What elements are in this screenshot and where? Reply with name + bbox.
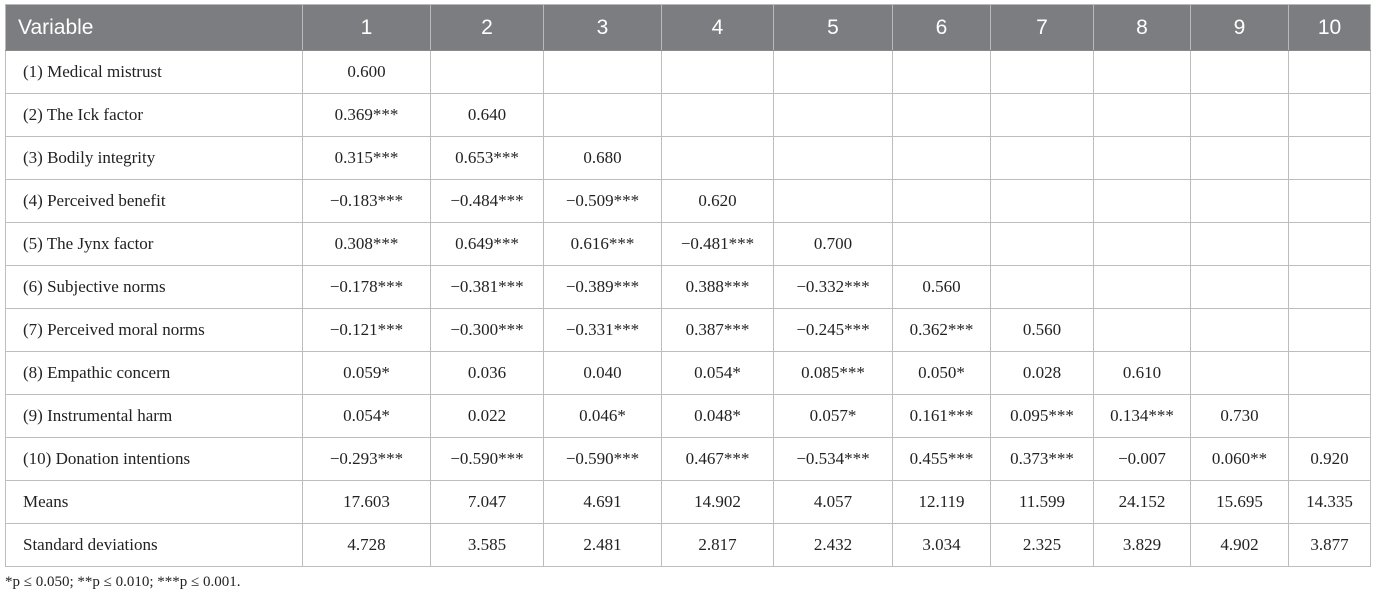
table-cell bbox=[1191, 309, 1289, 352]
table-cell bbox=[774, 51, 893, 94]
table-cell: 0.388*** bbox=[662, 266, 774, 309]
table-cell bbox=[991, 266, 1094, 309]
table-cell: 0.054* bbox=[303, 395, 431, 438]
table-cell: 0.046* bbox=[544, 395, 662, 438]
row-label: Means bbox=[6, 481, 303, 524]
table-cell: 2.325 bbox=[991, 524, 1094, 567]
table-cell: 0.387*** bbox=[662, 309, 774, 352]
table-cell: −0.332*** bbox=[774, 266, 893, 309]
column-header-7: 7 bbox=[991, 5, 1094, 51]
table-cell: 0.730 bbox=[1191, 395, 1289, 438]
table-cell: 0.600 bbox=[303, 51, 431, 94]
table-cell: 0.095*** bbox=[991, 395, 1094, 438]
table-row bbox=[6, 94, 1371, 137]
table-cell bbox=[1289, 309, 1371, 352]
table-cell bbox=[991, 223, 1094, 266]
column-header-variable: Variable bbox=[6, 5, 303, 51]
column-header-9: 9 bbox=[1191, 5, 1289, 51]
column-header-10: 10 bbox=[1289, 5, 1371, 51]
table-cell: 24.152 bbox=[1094, 481, 1191, 524]
table-cell: 0.680 bbox=[544, 137, 662, 180]
table-cell: 0.060** bbox=[1191, 438, 1289, 481]
table-header-row bbox=[6, 5, 1371, 51]
table-cell: 2.817 bbox=[662, 524, 774, 567]
table-cell: 4.728 bbox=[303, 524, 431, 567]
table-cell: 0.059* bbox=[303, 352, 431, 395]
column-header-5: 5 bbox=[774, 5, 893, 51]
table-cell: 0.036 bbox=[431, 352, 544, 395]
table-cell bbox=[1191, 180, 1289, 223]
table-cell: −0.007 bbox=[1094, 438, 1191, 481]
table-cell: 3.034 bbox=[893, 524, 991, 567]
table-cell: 3.829 bbox=[1094, 524, 1191, 567]
table-cell bbox=[1191, 94, 1289, 137]
table-cell: 0.373*** bbox=[991, 438, 1094, 481]
table-cell bbox=[1191, 51, 1289, 94]
row-label: (3) Bodily integrity bbox=[6, 137, 303, 180]
table-cell bbox=[1289, 266, 1371, 309]
table-cell bbox=[774, 94, 893, 137]
column-header-2: 2 bbox=[431, 5, 544, 51]
table-cell: 0.050* bbox=[893, 352, 991, 395]
table-cell bbox=[991, 51, 1094, 94]
table-cell bbox=[774, 180, 893, 223]
table-cell bbox=[1191, 137, 1289, 180]
table-cell bbox=[1094, 223, 1191, 266]
row-label: (1) Medical mistrust bbox=[6, 51, 303, 94]
table-row bbox=[6, 51, 1371, 94]
table-row bbox=[6, 137, 1371, 180]
table-cell: −0.590*** bbox=[431, 438, 544, 481]
table-cell: 0.467*** bbox=[662, 438, 774, 481]
table-cell: −0.481*** bbox=[662, 223, 774, 266]
table-row bbox=[6, 395, 1371, 438]
table-cell: 2.432 bbox=[774, 524, 893, 567]
table-cell: 0.700 bbox=[774, 223, 893, 266]
table-cell: 0.620 bbox=[662, 180, 774, 223]
significance-footnote: *p ≤ 0.050; **p ≤ 0.010; ***p ≤ 0.001. bbox=[5, 574, 241, 590]
table-cell bbox=[1094, 137, 1191, 180]
table-cell: −0.331*** bbox=[544, 309, 662, 352]
table-cell bbox=[1289, 352, 1371, 395]
table-cell bbox=[662, 137, 774, 180]
table-cell: 12.119 bbox=[893, 481, 991, 524]
table-cell bbox=[1094, 180, 1191, 223]
row-label: (5) The Jynx factor bbox=[6, 223, 303, 266]
table-cell: 0.610 bbox=[1094, 352, 1191, 395]
table-cell: −0.183*** bbox=[303, 180, 431, 223]
table-cell: 7.047 bbox=[431, 481, 544, 524]
table-cell bbox=[1094, 51, 1191, 94]
table-cell bbox=[1191, 223, 1289, 266]
table-cell: 4.691 bbox=[544, 481, 662, 524]
table-cell: 0.455*** bbox=[893, 438, 991, 481]
row-label: (4) Perceived benefit bbox=[6, 180, 303, 223]
table-cell bbox=[1094, 266, 1191, 309]
table-cell: 0.560 bbox=[991, 309, 1094, 352]
table-cell bbox=[893, 223, 991, 266]
table-cell: 0.649*** bbox=[431, 223, 544, 266]
table-cell: 0.161*** bbox=[893, 395, 991, 438]
table-cell: 0.057* bbox=[774, 395, 893, 438]
table-cell bbox=[1094, 309, 1191, 352]
table-cell bbox=[1191, 352, 1289, 395]
table-cell bbox=[991, 180, 1094, 223]
column-header-8: 8 bbox=[1094, 5, 1191, 51]
table-cell: 14.335 bbox=[1289, 481, 1371, 524]
table-cell: 0.054* bbox=[662, 352, 774, 395]
table-cell bbox=[1289, 180, 1371, 223]
correlation-table bbox=[5, 4, 1371, 567]
table-cell bbox=[431, 51, 544, 94]
row-label: (2) The Ick factor bbox=[6, 94, 303, 137]
table-row bbox=[6, 438, 1371, 481]
table-cell: −0.293*** bbox=[303, 438, 431, 481]
table-cell bbox=[991, 137, 1094, 180]
row-label: (6) Subjective norms bbox=[6, 266, 303, 309]
table-cell bbox=[893, 180, 991, 223]
table-row bbox=[6, 223, 1371, 266]
table-cell: 15.695 bbox=[1191, 481, 1289, 524]
table-cell bbox=[893, 137, 991, 180]
table-cell bbox=[544, 51, 662, 94]
column-header-3: 3 bbox=[544, 5, 662, 51]
table-cell: 0.640 bbox=[431, 94, 544, 137]
table-cell: −0.389*** bbox=[544, 266, 662, 309]
table-cell bbox=[991, 94, 1094, 137]
row-label: (10) Donation intentions bbox=[6, 438, 303, 481]
table-body bbox=[6, 51, 1371, 567]
table-cell: 0.315*** bbox=[303, 137, 431, 180]
table-cell: 17.603 bbox=[303, 481, 431, 524]
table-cell: 4.057 bbox=[774, 481, 893, 524]
table-cell: −0.121*** bbox=[303, 309, 431, 352]
table-cell: 0.022 bbox=[431, 395, 544, 438]
table-cell: −0.245*** bbox=[774, 309, 893, 352]
table-cell: 0.369*** bbox=[303, 94, 431, 137]
table-cell: −0.381*** bbox=[431, 266, 544, 309]
table-cell: 4.902 bbox=[1191, 524, 1289, 567]
table-cell bbox=[1289, 137, 1371, 180]
table-cell: −0.178*** bbox=[303, 266, 431, 309]
table-cell: 0.040 bbox=[544, 352, 662, 395]
table-cell: −0.509*** bbox=[544, 180, 662, 223]
table-cell: 14.902 bbox=[662, 481, 774, 524]
table-cell bbox=[1289, 223, 1371, 266]
table-row bbox=[6, 309, 1371, 352]
table-cell bbox=[662, 51, 774, 94]
table-cell: 0.308*** bbox=[303, 223, 431, 266]
table-cell bbox=[544, 94, 662, 137]
table-cell bbox=[1094, 94, 1191, 137]
table-cell: 2.481 bbox=[544, 524, 662, 567]
table-row bbox=[6, 180, 1371, 223]
table-cell: 0.134*** bbox=[1094, 395, 1191, 438]
column-header-4: 4 bbox=[662, 5, 774, 51]
table-cell: 0.560 bbox=[893, 266, 991, 309]
row-label: (8) Empathic concern bbox=[6, 352, 303, 395]
row-label: Standard deviations bbox=[6, 524, 303, 567]
table-cell bbox=[1289, 94, 1371, 137]
table-cell bbox=[774, 137, 893, 180]
column-header-1: 1 bbox=[303, 5, 431, 51]
table-row bbox=[6, 524, 1371, 567]
table-cell: −0.300*** bbox=[431, 309, 544, 352]
correlation-table-container bbox=[5, 4, 1370, 567]
table-cell: 0.920 bbox=[1289, 438, 1371, 481]
table-cell bbox=[1289, 395, 1371, 438]
table-cell: 11.599 bbox=[991, 481, 1094, 524]
table-cell: −0.590*** bbox=[544, 438, 662, 481]
table-cell bbox=[1289, 51, 1371, 94]
table-cell bbox=[1191, 266, 1289, 309]
table-cell bbox=[893, 94, 991, 137]
table-cell: −0.484*** bbox=[431, 180, 544, 223]
table-cell: 0.616*** bbox=[544, 223, 662, 266]
column-header-6: 6 bbox=[893, 5, 991, 51]
table-cell: 0.362*** bbox=[893, 309, 991, 352]
table-cell: −0.534*** bbox=[774, 438, 893, 481]
row-label: (9) Instrumental harm bbox=[6, 395, 303, 438]
table-cell: 3.585 bbox=[431, 524, 544, 567]
table-cell: 0.653*** bbox=[431, 137, 544, 180]
table-cell bbox=[662, 94, 774, 137]
table-row bbox=[6, 266, 1371, 309]
table-cell: 0.048* bbox=[662, 395, 774, 438]
table-row bbox=[6, 352, 1371, 395]
row-label: (7) Perceived moral norms bbox=[6, 309, 303, 352]
table-cell: 3.877 bbox=[1289, 524, 1371, 567]
table-cell: 0.028 bbox=[991, 352, 1094, 395]
table-row bbox=[6, 481, 1371, 524]
table-cell bbox=[893, 51, 991, 94]
table-cell: 0.085*** bbox=[774, 352, 893, 395]
